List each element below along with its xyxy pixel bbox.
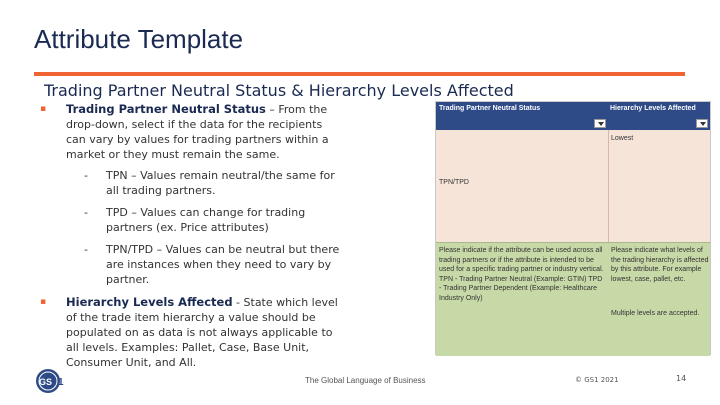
sub-bullet-text: TPN – Values remain neutral/the same for all trading partners.: [106, 169, 335, 197]
bullet-lead: Hierarchy Levels Affected: [66, 295, 233, 309]
template-col2-header: Hierarchy Levels Affected: [610, 105, 696, 112]
bullet-body: – From the drop-down, select if the data for the recipients can vary by values for trading partners within a market or they must remain the same.: [66, 103, 329, 161]
gs1-logo-icon: [34, 366, 64, 396]
sub-bullet-text: TPN/TPD – Values can be neutral but there are instances when they need to vary by partner.: [106, 243, 340, 286]
slide-subtitle: Trading Partner Neutral Status & Hierarchy Levels Affected: [44, 81, 514, 100]
title-divider: [34, 72, 685, 76]
dash-icon: -: [84, 206, 88, 219]
template-col2-instructions: Please indicate what levels of the trading hierarchy is affected by this attribute. For example lowest, case, pallet, etc.: [611, 247, 709, 283]
sub-bullet-item: [66, 242, 340, 287]
dash-icon: -: [84, 169, 88, 182]
sub-bullet-item: [66, 168, 340, 198]
bullet-lead: Trading Partner Neutral Status: [66, 102, 266, 116]
svg-text:1: 1: [58, 377, 64, 388]
dash-icon: -: [84, 243, 88, 256]
attribute-template-table: [435, 101, 711, 355]
template-header-row: [436, 102, 710, 130]
template-col2-note: Multiple levels are accepted.: [611, 310, 700, 317]
bullet-item: [40, 295, 340, 370]
sub-bullet-list: [66, 168, 340, 287]
footer-copyright: © GS1 2021: [575, 376, 619, 384]
template-col1-header: Trading Partner Neutral Status: [439, 105, 541, 112]
template-col1-instructions: Please indicate if the attribute can be used across all trading partners or if the attribute is intended to be used for a specific trading partner or industry vertical. TPN - Trading Partner Neutral (Example: GTIN) TPD - Trading Partner Dependent (Example: Healthcare Industry Only): [439, 247, 604, 302]
page-number: 14: [676, 374, 687, 383]
slide-title: Attribute Template: [34, 24, 244, 54]
bullet-marker-icon: ▪: [40, 297, 47, 307]
col1-dropdown-icon[interactable]: [594, 119, 606, 128]
bullet-item: [40, 102, 340, 287]
template-instructions-row: [436, 242, 710, 356]
col2-dropdown-icon[interactable]: [696, 119, 708, 128]
bullet-list: [40, 102, 340, 370]
sub-bullet-text: TPD – Values can change for trading partners (ex. Price attributes): [106, 206, 306, 234]
template-col1-value: TPN/TPD: [439, 179, 469, 186]
sub-bullet-item: [66, 205, 340, 235]
template-col2-value: Lowest: [611, 135, 634, 142]
bullet-marker-icon: ▪: [40, 104, 47, 114]
bullet-body: - State which level of the trade item hierarchy a value should be populated on as data is not always applicable to all levels. Examples: Pallet, Case, Base Unit, Consumer Unit, and All.: [66, 296, 338, 369]
footer-tagline: The Global Language of Business: [305, 376, 426, 385]
svg-text:GS: GS: [39, 377, 53, 387]
